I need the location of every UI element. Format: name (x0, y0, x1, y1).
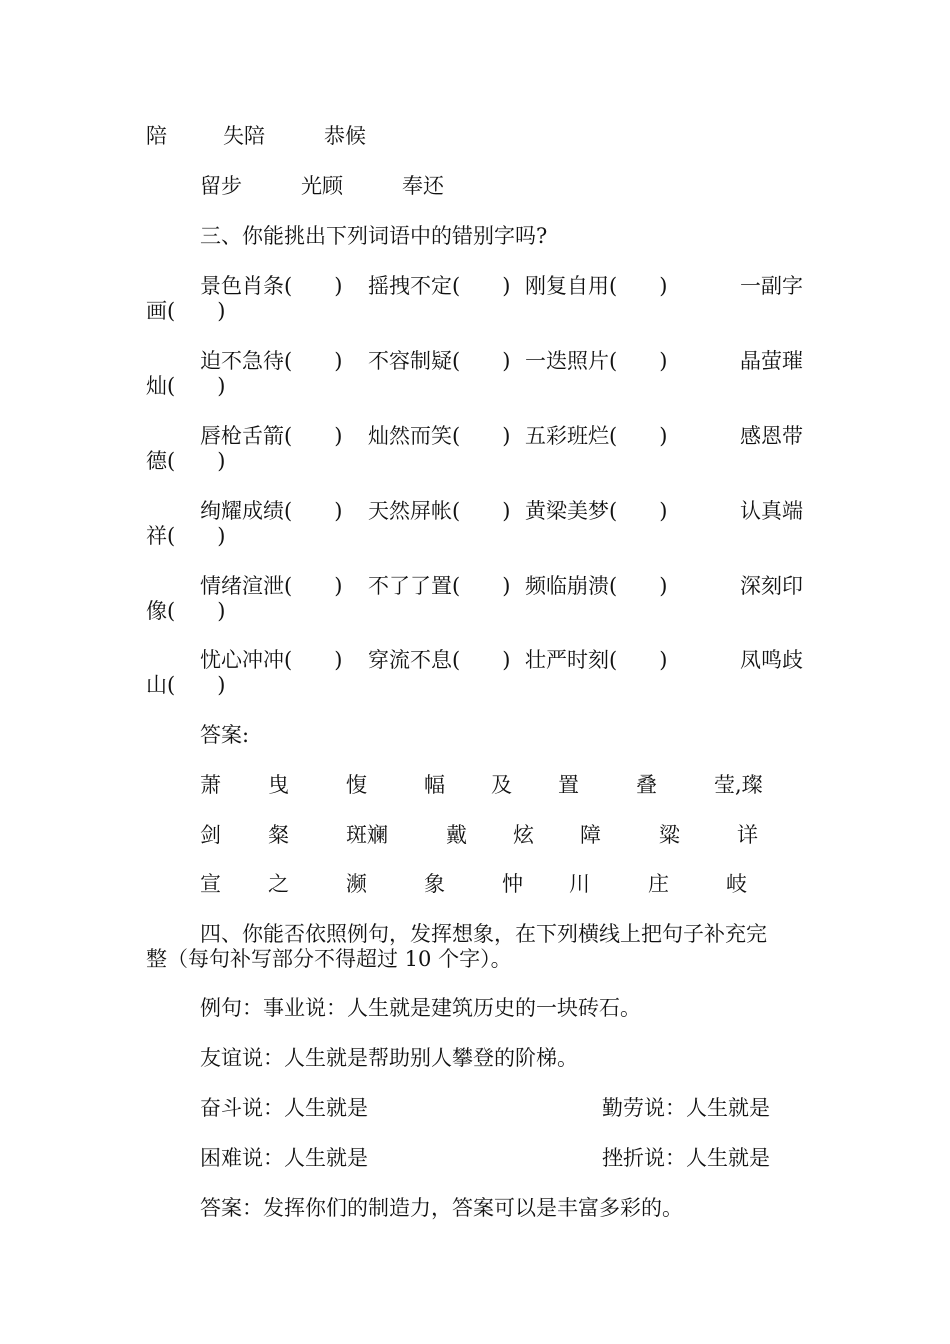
typo-item: 忧心冲冲( ) (200, 648, 343, 672)
typo-item-wrap: 山( ) (146, 673, 226, 697)
answer-char: 庄 (648, 872, 669, 896)
answer-char: 粱 (659, 823, 680, 847)
typo-item-wrap: 画( ) (146, 299, 226, 323)
typo-item: 绚耀成绩( ) (200, 499, 343, 523)
typo-item: 天然屏帐( ) (368, 499, 511, 523)
typo-item: 不了了置( ) (368, 574, 511, 598)
typo-item-wrap: 祥( ) (146, 524, 226, 548)
answer-char: 及 (491, 773, 512, 797)
section3-heading: 三、你能挑出下列词语中的错别字吗? (200, 224, 548, 248)
fill-item: 奋斗说：人生就是 (200, 1096, 368, 1120)
answer-char: 障 (580, 823, 601, 847)
word-guanggu: 光顾 (301, 174, 343, 198)
answer-char: 莹,璨 (714, 773, 763, 797)
answer-char: 曳 (268, 773, 289, 797)
typo-item: 频临崩溃( ) (525, 574, 668, 598)
answer-char: 剑 (200, 823, 221, 847)
answer-char: 炫 (513, 823, 534, 847)
typo-item: 景色肖条( ) (200, 274, 343, 298)
word-fenghuan: 奉还 (402, 174, 444, 198)
answer-char: 忡 (502, 872, 523, 896)
typo-item: 不容制疑( ) (368, 349, 511, 373)
answer-char: 之 (268, 872, 289, 896)
answer-char: 萧 (200, 773, 221, 797)
answer-char: 川 (569, 872, 590, 896)
section4-heading: 四、你能否依照例句，发挥想象，在下列横线上把句子补充完 (200, 922, 767, 946)
typo-item-wrap: 灿( ) (146, 374, 226, 398)
typo-item: 唇枪舌箭( ) (200, 424, 343, 448)
typo-item: 五彩班烂( ) (525, 424, 668, 448)
word-liubu: 留步 (200, 174, 242, 198)
typo-item: 认真端 (740, 499, 803, 523)
typo-item: 迫不急待( ) (200, 349, 343, 373)
typo-item: 壮严时刻( ) (525, 648, 668, 672)
typo-item: 晶萤璀 (740, 349, 803, 373)
example-sentence: 友谊说：人生就是帮助别人攀登的阶梯。 (200, 1046, 578, 1070)
answer-label: 答案: (200, 723, 250, 747)
answer-char: 愎 (346, 773, 367, 797)
answer-char: 宣 (200, 872, 221, 896)
section4-heading-cont: 整（每句补写部分不得超过 10 个字）。 (146, 947, 512, 971)
answer-char: 象 (424, 872, 445, 896)
answer-char: 濒 (346, 872, 367, 896)
typo-item: 穿流不息( ) (368, 648, 511, 672)
typo-item: 深刻印 (740, 574, 803, 598)
answer-char: 叠 (636, 773, 657, 797)
word-gonghou: 恭候 (324, 124, 366, 148)
typo-item: 情绪渲泄( ) (200, 574, 343, 598)
typo-item: 黄梁美梦( ) (525, 499, 668, 523)
answer-char: 戴 (446, 823, 467, 847)
typo-item-wrap: 德( ) (146, 449, 226, 473)
word-pei: 陪 (146, 124, 167, 148)
word-shipei: 失陪 (223, 124, 265, 148)
example-sentence: 例句：事业说：人生就是建筑历史的一块砖石。 (200, 996, 641, 1020)
fill-item: 困难说：人生就是 (200, 1146, 368, 1170)
answer-char: 斑斓 (346, 823, 388, 847)
answer-char: 粲 (268, 823, 289, 847)
typo-item-wrap: 像( ) (146, 599, 226, 623)
typo-item: 刚复自用( ) (525, 274, 668, 298)
answer-char: 岐 (726, 872, 747, 896)
answer-char: 置 (558, 773, 579, 797)
answer-char: 详 (737, 823, 758, 847)
typo-item: 摇拽不定( ) (368, 274, 511, 298)
typo-item: 一迭照片( ) (525, 349, 668, 373)
typo-item: 一副字 (740, 274, 803, 298)
section4-answer: 答案：发挥你们的制造力，答案可以是丰富多彩的。 (200, 1196, 683, 1220)
answer-char: 幅 (424, 773, 445, 797)
fill-item: 勤劳说：人生就是 (602, 1096, 770, 1120)
typo-item: 感恩带 (740, 424, 803, 448)
typo-item: 灿然而笑( ) (368, 424, 511, 448)
fill-item: 挫折说：人生就是 (602, 1146, 770, 1170)
typo-item: 凤鸣歧 (740, 648, 803, 672)
